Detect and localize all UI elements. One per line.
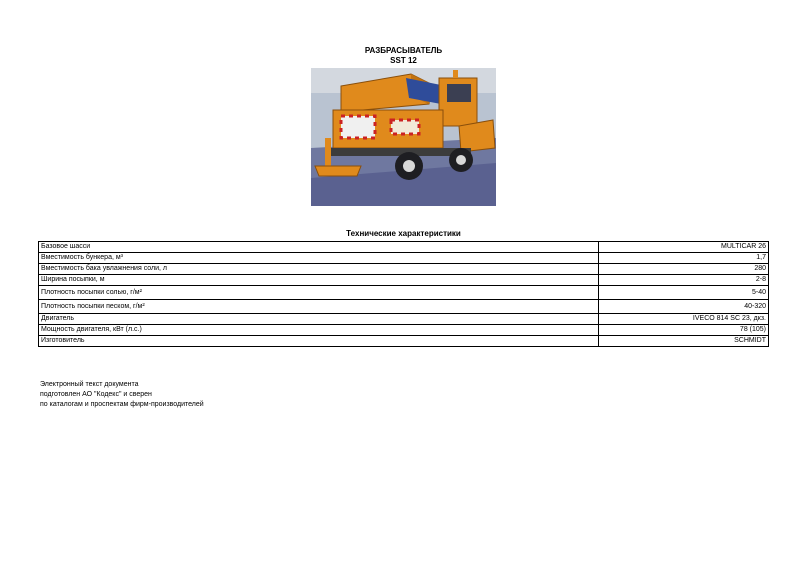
spec-value: 1,7 (599, 253, 769, 264)
spec-name: Вместимость бункера, м³ (39, 253, 599, 264)
spec-value: SCHMIDT (599, 336, 769, 347)
specs-table (38, 241, 769, 347)
table-row (39, 286, 769, 300)
title-line-model: SST 12 (390, 56, 417, 65)
spec-value: MULTICAR 26 (599, 242, 769, 253)
table-row (39, 264, 769, 275)
spec-name: Мощность двигателя, кВт (л.с.) (39, 325, 599, 336)
truck-illustration (311, 68, 496, 206)
table-row (39, 336, 769, 347)
title-line-product: РАЗБРАСЫВАТЕЛЬ (364, 46, 443, 55)
spec-value: 5-40 (599, 286, 769, 300)
table-row (39, 325, 769, 336)
document-title (0, 46, 807, 66)
table-row (39, 314, 769, 325)
spec-name: Базовое шасси (39, 242, 599, 253)
footer-note-line: подготовлен АО "Кодекс" и сверен (40, 391, 152, 398)
spec-name: Ширина посыпки, м (39, 275, 599, 286)
truck-photo (311, 68, 496, 206)
table-row (39, 253, 769, 264)
table-row (39, 242, 769, 253)
spec-name: Плотность посыпки песком, г/м² (39, 300, 599, 314)
spec-value: 40-320 (599, 300, 769, 314)
spec-value: 280 (599, 264, 769, 275)
spec-name: Вместимость бака увлажнения соли, л (39, 264, 599, 275)
table-row (39, 300, 769, 314)
spec-name: Двигатель (39, 314, 599, 325)
footer-note (40, 380, 204, 410)
spec-value: 78 (105) (599, 325, 769, 336)
spec-value: IVECO 814 SC 23, дкз. (599, 314, 769, 325)
spec-value: 2-8 (599, 275, 769, 286)
spec-name: Изготовитель (39, 336, 599, 347)
footer-note-line: Электронный текст документа (40, 381, 139, 388)
specs-title: Технические характеристики (346, 229, 461, 238)
spec-name: Плотность посыпки солью, г/м² (39, 286, 599, 300)
table-row (39, 275, 769, 286)
footer-note-line: по каталогам и проспектам фирм-производителей (40, 401, 204, 408)
